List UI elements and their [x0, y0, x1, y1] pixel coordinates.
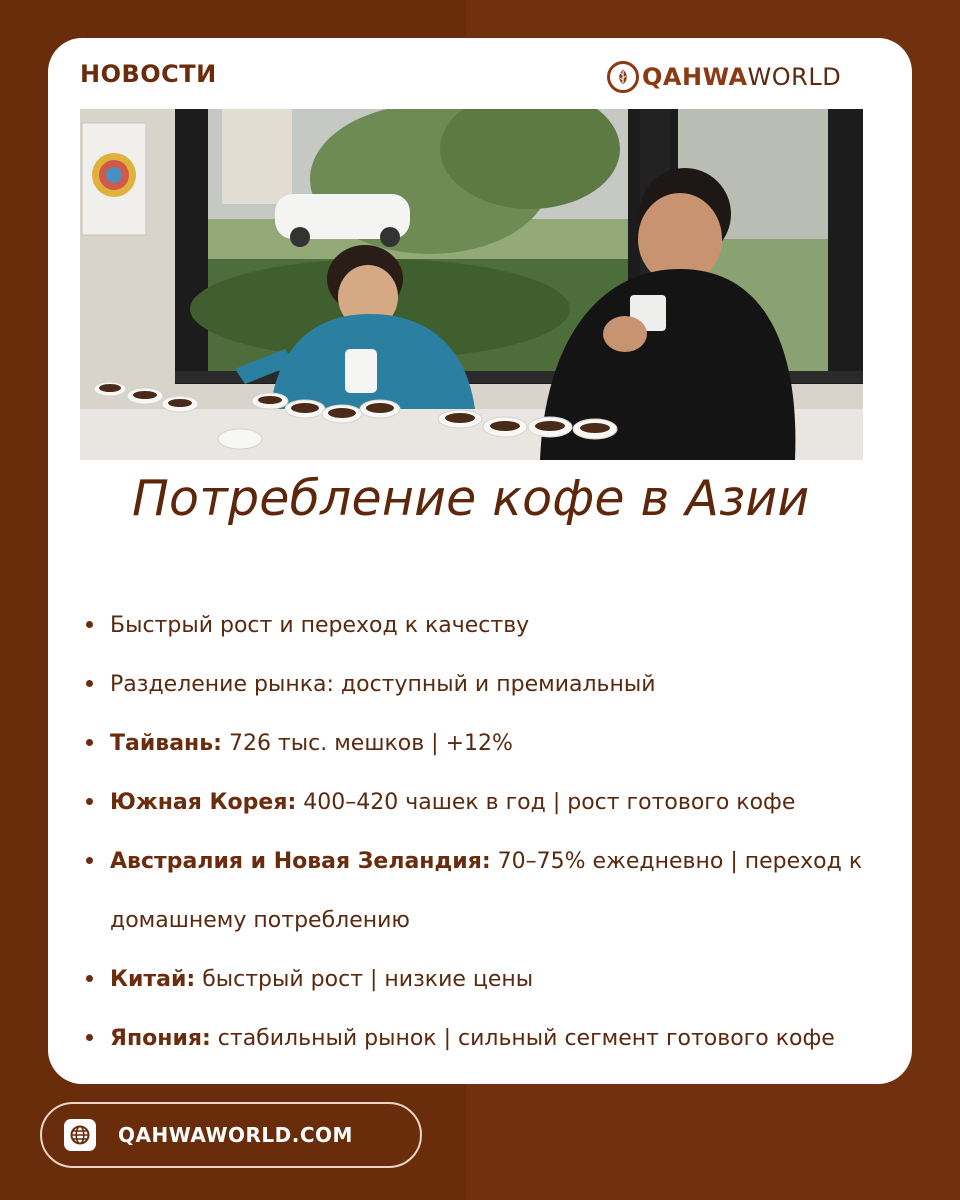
website-link[interactable]	[40, 1102, 422, 1168]
list-item-label: Тайвань:	[110, 731, 222, 756]
list-item-label: Япония:	[110, 1026, 211, 1051]
list-item-text: 70–75% ежедневно | переход к домашнему потреблению	[110, 849, 863, 933]
list-item-text: 726 тыс. мешков | +12%	[221, 731, 513, 756]
list-item-text: быстрый рост | низкие цены	[195, 967, 534, 992]
list-item-label: Австралия и Новая Зеландия:	[110, 849, 491, 874]
coffee-cupping-photo	[80, 109, 863, 460]
list-item	[86, 950, 876, 1009]
logo-text-light: WORLD	[747, 63, 842, 91]
coffee-leaf-icon	[607, 61, 639, 93]
list-item-label: Китай:	[110, 967, 196, 992]
section-kicker: НОВОСТИ	[80, 60, 217, 88]
website-url: QAHWAWORLD.COM	[118, 1123, 353, 1147]
list-item-text: Быстрый рост и переход к качеству	[110, 613, 530, 638]
list-item	[86, 832, 876, 950]
list-item-label: Южная Корея:	[110, 790, 297, 815]
list-item	[86, 1009, 876, 1068]
list-item-text: Разделение рынка: доступный и премиальный	[110, 672, 656, 697]
list-item-text: 400–420 чашек в год | рост готового кофе	[296, 790, 796, 815]
globe-icon	[64, 1119, 96, 1151]
list-item-text: стабильный рынок | сильный сегмент готового кофе	[210, 1026, 835, 1051]
list-item	[86, 596, 876, 655]
key-points-list	[86, 596, 876, 1068]
article-title: Потребление кофе в Азии	[132, 470, 810, 527]
logo-text-bold: QAHWA	[642, 63, 748, 91]
list-item	[86, 714, 876, 773]
brand-logo	[607, 58, 841, 96]
list-item	[86, 773, 876, 832]
list-item	[86, 655, 876, 714]
